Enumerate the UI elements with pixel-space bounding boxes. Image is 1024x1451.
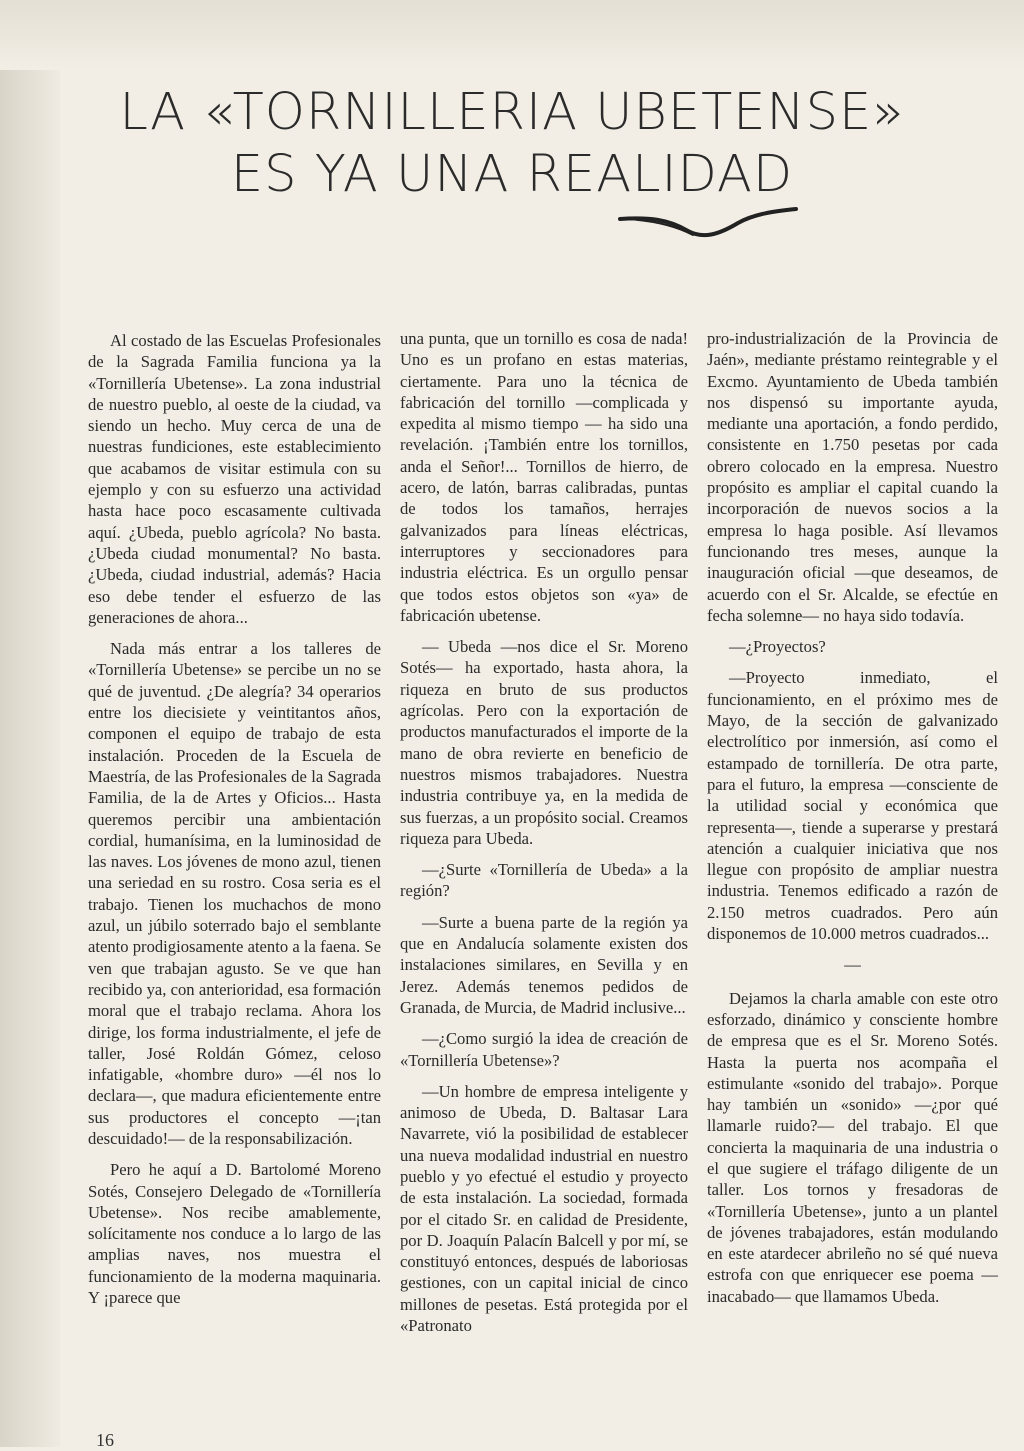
paragraph: pro-industrialización de la Provincia de Jaén», mediante préstamo reintegrable y el Excmo. Ayuntamiento de Ubeda también nos dispensó su importante ayuda, mediante una aportación, a fondo perdido, consistente en 1.750 pesetas por cada obrero colocado en la empresa. Nuestro propósito es ampliar el capital cuando la incorporación de nuevos socios a la empresa lo haga posible. Así llevamos funcionando tres meses, aunque la inauguración oficial —que deseamos, de acuerdo con el Sr. Alcalde, se efectúe en fecha solemne— no haya sido todavía. xyxy=(707,329,998,625)
paragraph: —Un hombre de empresa inteligente y animoso de Ubeda, D. Baltasar Lara Navarrete, vió la posibilidad de establecer una nueva modalidad industrial en nuestro pueblo y yo efectué el estudio y proyecto de esta instalación. La sociedad, formada por el citado Sr. en calidad de Presidente, por D. Joaquín Palacín Balcell y por mí, se constituyó entonces, después de laboriosas gestiones, con un capital inicial de cinco millones de pesetas. Está protegida por el «Patronato xyxy=(400,1081,688,1336)
paragraph: Dejamos la charla amable con este otro esforzado, dinámico y consciente hombre de empresa que es el Sr. Moreno Sotés. Hasta la puerta nos acompaña el estimulante «sonido del trabajo». Porque hay también un «sonido» —¿por qué llamarle ruido?— del trabajo. El que concierta la maquinaria de una industria o el que sugiere el tráfago diligente de un taller. Los tornos y fresadoras de «Tornillería Ubetense», junto a un plantel de jóvenes trabajadores, están modulando en este atardecer abrileño no sé qué nueva estrofa con que enriquecer ese poema —inacabado— que llamamos Ubeda. xyxy=(707,988,998,1306)
article-column-1 xyxy=(88,330,381,1318)
title-line-1: LA «TORNILLERIA UBETENSE» xyxy=(119,83,905,142)
page-number: 16 xyxy=(96,1430,114,1450)
swash-ornament-icon xyxy=(618,205,798,241)
paragraph: —Proyecto inmediato, el funcionamiento, en el próximo mes de Mayo, de la sección de galvanizado electrolítico por inmersión, así como el estampado de tornillería. De otra parte, para el futuro, la empresa —consciente de la utilidad social y económica que representa—, tiende a superarse y prestará atención a cualquier iniciativa que nos llegue con propósito de ampliar nuestra industria. Tenemos edificado a razón de 2.150 metros cuadrados. Pero aún disponemos de 10.000 metros cuadrados... xyxy=(707,668,998,944)
page-edge-shadow xyxy=(0,0,60,1447)
paragraph: Pero he aquí a D. Bartolomé Moreno Sotés, Consejero Delegado de «Tornillería Ubetense». Nos recibe amablemente, solícitamente nos conduce a lo largo de las amplias naves, nos muestra el funcionamiento de la moderna maquinaria. Y ¡parece que xyxy=(88,1160,381,1308)
paragraph: —¿Como surgió la idea de creación de «Tornillería Ubetense»? xyxy=(400,1029,688,1070)
article-column-3 xyxy=(707,328,998,1317)
paragraph: —Surte a buena parte de la región ya que en Andalucía solamente existen dos instalaciones similares, en Sevilla y en Jerez. Además tenemos pedidos de Granada, de Murcia, de Madrid inclusive... xyxy=(400,912,688,1017)
paragraph: — Ubeda —nos dice el Sr. Moreno Sotés— ha exportado, hasta ahora, la riqueza en bruto de sus productos agrícolas. Pero con la exportación de productos manufacturados el importe de la mano de obra revierte en beneficio de nuestros mismos trabajadores. Nuestra industria contribuye ya, en la medida de sus fuerzas, a un propósito social. Creamos riqueza para Ubeda. xyxy=(400,637,688,848)
article-column-2 xyxy=(400,328,688,1346)
paragraph: una punta, que un tornillo es cosa de nada! Uno es un profano en estas materias, ciertamente. Para uno la técnica de fabricación del tornillo —complicada y expedita al mismo tiempo — ha sido una revelación. ¡También entre los tornillos, anda el Señor!... Tornillos de hierro, de acero, de latón, barras calibradas, puntas de todos los tamaños, herrajes galvanizados para líneas eléctricas, interruptores y seccionadores para industria eléctrica. Es un orgullo pensar que todos estos objetos son «ya» de fabricación ubetense. xyxy=(400,329,688,625)
section-separator: — xyxy=(844,955,861,975)
paragraph: —¿Proyectos? xyxy=(729,637,826,657)
paragraph: Nada más entrar a los talleres de «Tornillería Ubetense» se percibe un no se qué de juventud. ¿De alegría? 34 operarios entre los diecisiete y veintitantos años, componen el equipo de trabajo de esta instalación. Proceden de la Escuela de Maestría, de las Profesionales de la Sagrada Familia, de la de Artes y Oficios... Hasta queremos percibir una ambientación cordial, humanísima, en la luminosidad de las naves. Los jóvenes de mono azul, tienen una seriedad en su rostro. Cosa seria es el trabajo. Tienen los muchachos de mono azul, un júbilo soterrado bajo el semblante atento prodigiosamente atento a la faena. Se ven que trabajan agusto. Se ve que han recibido ya, con anterioridad, esa formación moral que el trabajo reclama. Ahora los dirige, los forma industrialmente, el jefe de taller, José Roldán Gómez, celoso infatigable, «hombre duro» —él nos lo declara—, que madura eficientemente entre sus productores el concepto —¡tan descuidado!— de la responsabilización. xyxy=(88,639,381,1148)
article-title xyxy=(0,82,1024,206)
paragraph: Al costado de las Escuelas Profesionales de la Sagrada Familia funciona ya la «Tornillería Ubetense». La zona industrial de nuestro pueblo, al oeste de la ciudad, va siendo un hecho. Muy cerca de una de nuestras fundiciones, este establecimiento que acabamos de visitar estimula con su ejemplo y con su esfuerzo una actividad hasta hace poco escasamente cultivada aquí. ¿Ubeda, pueblo agrícola? No basta. ¿Ubeda ciudad monumental? No basta. ¿Ubeda, ciudad industrial, además? Hacia eso debe tender el esfuerzo de las generaciones de ahora... xyxy=(88,331,381,627)
page-top-shadow xyxy=(0,0,1024,70)
paragraph: —¿Surte «Tornillería de Ubeda» a la región? xyxy=(400,860,688,901)
title-line-2: ES YA UNA REALIDAD xyxy=(230,145,794,204)
